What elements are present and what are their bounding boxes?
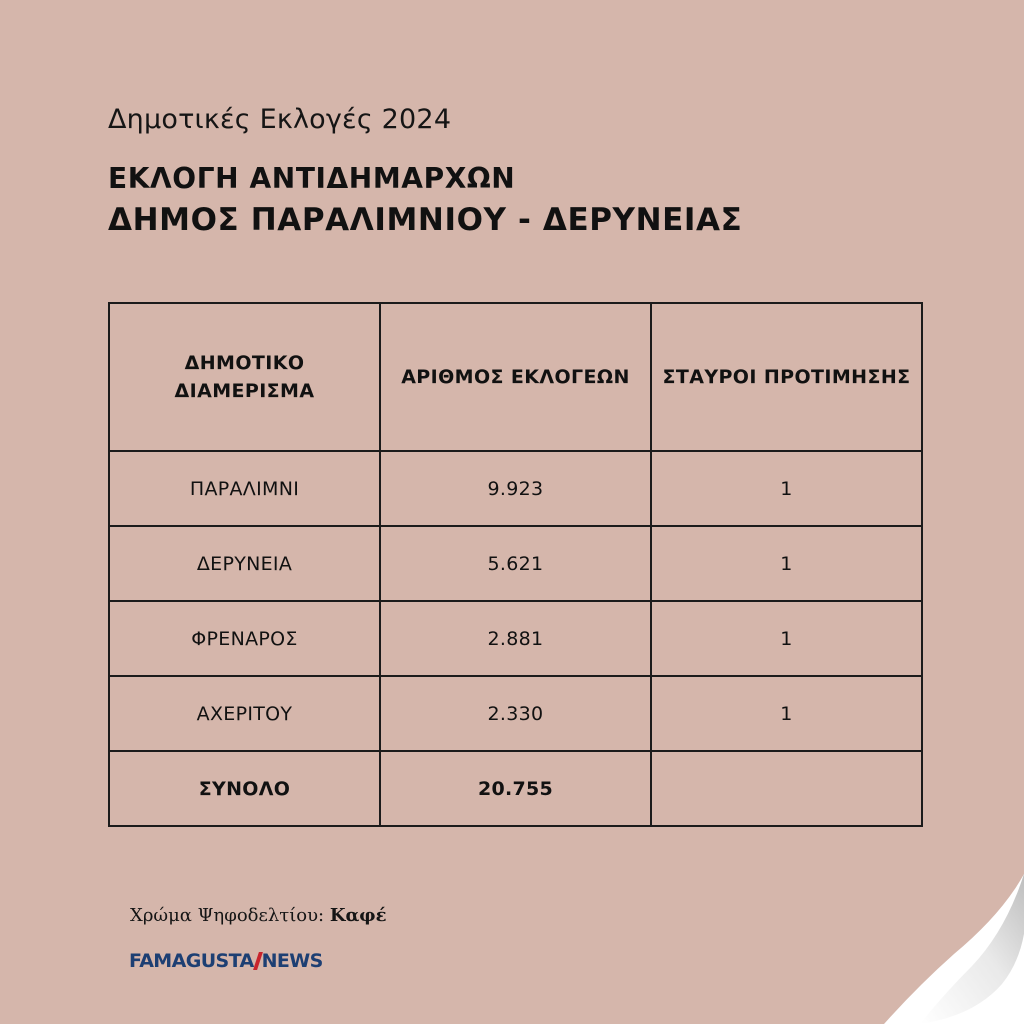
header-preference-votes: ΣΤΑΥΡΟΙ ΠΡΟΤΙΜΗΣΗΣ <box>651 303 922 451</box>
header-voters: ΑΡΙΘΜΟΣ ΕΚΛΟΓΕΩΝ <box>380 303 651 451</box>
preference-cell: 1 <box>651 601 922 676</box>
voters-cell: 5.621 <box>380 526 651 601</box>
title-line-2: ΔΗΜΟΣ ΠΑΡΑΛΙΜΝΙΟΥ - ΔΕΡΥΝΕΙΑΣ <box>108 202 743 238</box>
famagusta-news-logo <box>129 950 323 972</box>
table-row <box>109 676 922 751</box>
total-row <box>109 751 922 826</box>
table-row <box>109 601 922 676</box>
district-cell: ΦΡΕΝΑΡΟΣ <box>109 601 380 676</box>
total-voters: 20.755 <box>380 751 651 826</box>
district-cell: ΑΧΕΡΙΤΟΥ <box>109 676 380 751</box>
title-line-1: ΕΚΛΟΓΗ ΑΝΤΙΔΗΜΑΡΧΩΝ <box>108 162 516 195</box>
preference-cell: 1 <box>651 526 922 601</box>
logo-text-left: FAMAGUSTA <box>129 950 254 972</box>
preference-cell: 1 <box>651 451 922 526</box>
voters-cell: 2.330 <box>380 676 651 751</box>
results-table <box>108 302 923 827</box>
district-cell: ΔΕΡΥΝΕΙΑ <box>109 526 380 601</box>
table-row <box>109 526 922 601</box>
ballot-color-value: Καφέ <box>329 905 387 926</box>
voters-cell: 9.923 <box>380 451 651 526</box>
preference-cell: 1 <box>651 676 922 751</box>
total-preference <box>651 751 922 826</box>
total-label: ΣΥΝΟΛΟ <box>109 751 380 826</box>
page-curl-decoration <box>884 874 1024 1024</box>
district-cell: ΠΑΡΑΛΙΜΝΙ <box>109 451 380 526</box>
table-row <box>109 451 922 526</box>
ballot-color-note <box>130 905 387 926</box>
ballot-color-label: Χρώμα Ψηφοδελτίου: <box>130 905 330 926</box>
header-district: ΔΗΜΟΤΙΚΟ ΔΙΑΜΕΡΙΣΜΑ <box>109 303 380 451</box>
table-header-row <box>109 303 922 451</box>
subtitle: Δημοτικές Εκλογές 2024 <box>108 104 452 135</box>
logo-text-right: NEWS <box>261 950 323 972</box>
voters-cell: 2.881 <box>380 601 651 676</box>
